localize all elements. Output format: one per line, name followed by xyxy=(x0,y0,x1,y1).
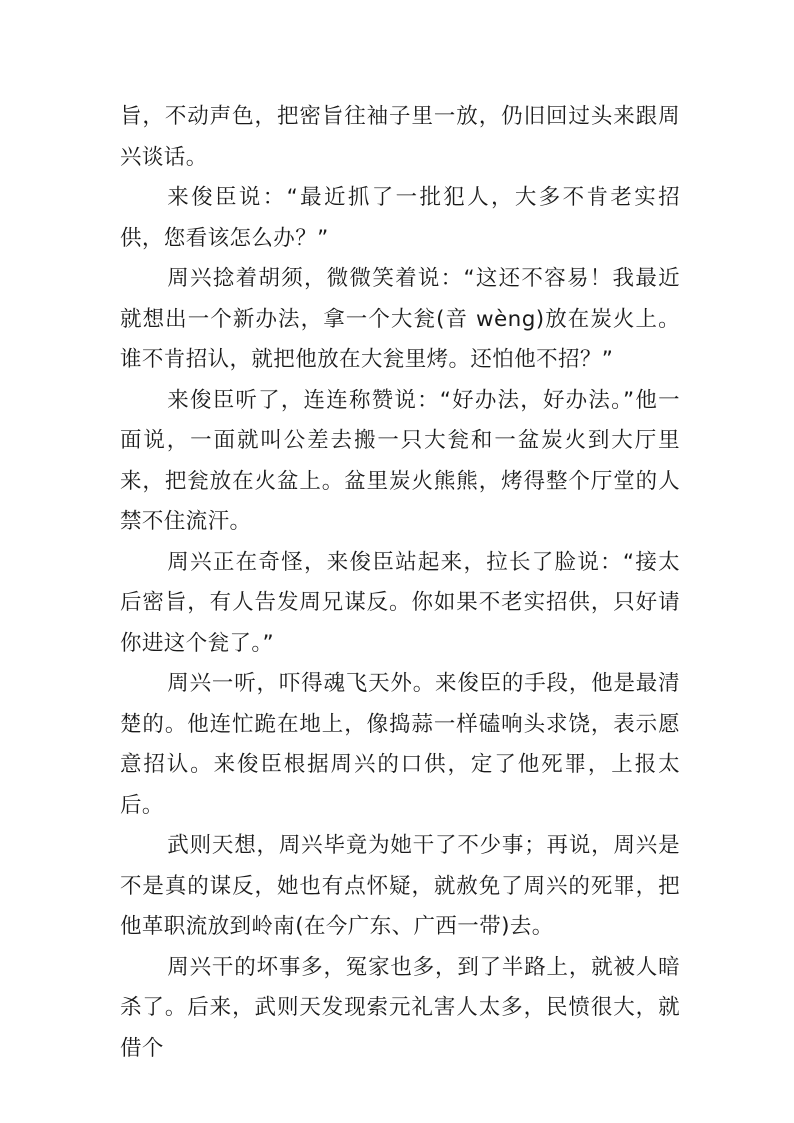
document-body xyxy=(120,97,680,1069)
paragraph-lai-accuses: 周兴正在奇怪，来俊臣站起来，拉长了脸说：“接太后密旨，有人告发周兄谋反。你如果不老实招供，只好请你进这个瓮了。” xyxy=(120,549,680,656)
paragraph-zhou-confesses: 周兴一听，吓得魂飞天外。来俊臣的手段，他是最清楚的。他连忙跪在地上，像捣蒜一样磕响头求饶，表示愿意招认。来俊臣根据周兴的口供，定了他死罪，上报太后。 xyxy=(120,671,680,818)
paragraph-wu-pardons: 武则天想，周兴毕竟为她干了不少事；再说，周兴是不是真的谋反，她也有点怀疑，就赦免了周兴的死罪，把他革职流放到岭南(在今广东、广西一带)去。 xyxy=(120,833,680,939)
paragraph-continuation: 旨，不动声色，把密旨往袖子里一放，仍旧回过头来跟周兴谈话。 xyxy=(120,104,680,170)
paragraph-lai-asks: 来俊臣说：“最近抓了一批犯人，大多不肯老实招供，您看该怎么办？” xyxy=(120,185,680,251)
paragraph-zhou-killed: 周兴干的坏事多，冤家也多，到了半路上，就被人暗杀了。后来，武则天发现索元礼害人太多，民愤很大，就借个 xyxy=(120,954,680,1061)
paragraph-zhou-suggests: 周兴捻着胡须，微微笑着说：“这还不容易！我最近就想出一个新办法，拿一个大瓮(音 wèng)放在炭火上。谁不肯招认，就把他放在大瓮里烤。还怕他不招？” xyxy=(120,266,680,372)
paragraph-lai-prepares: 来俊臣听了，连连称赞说：“好办法，好办法。”他一面说，一面就叫公差去搬一只大瓮和一盆炭火到大厅里来，把瓮放在火盆上。盆里炭火熊熊，烤得整个厅堂的人禁不住流汗。 xyxy=(120,387,680,534)
